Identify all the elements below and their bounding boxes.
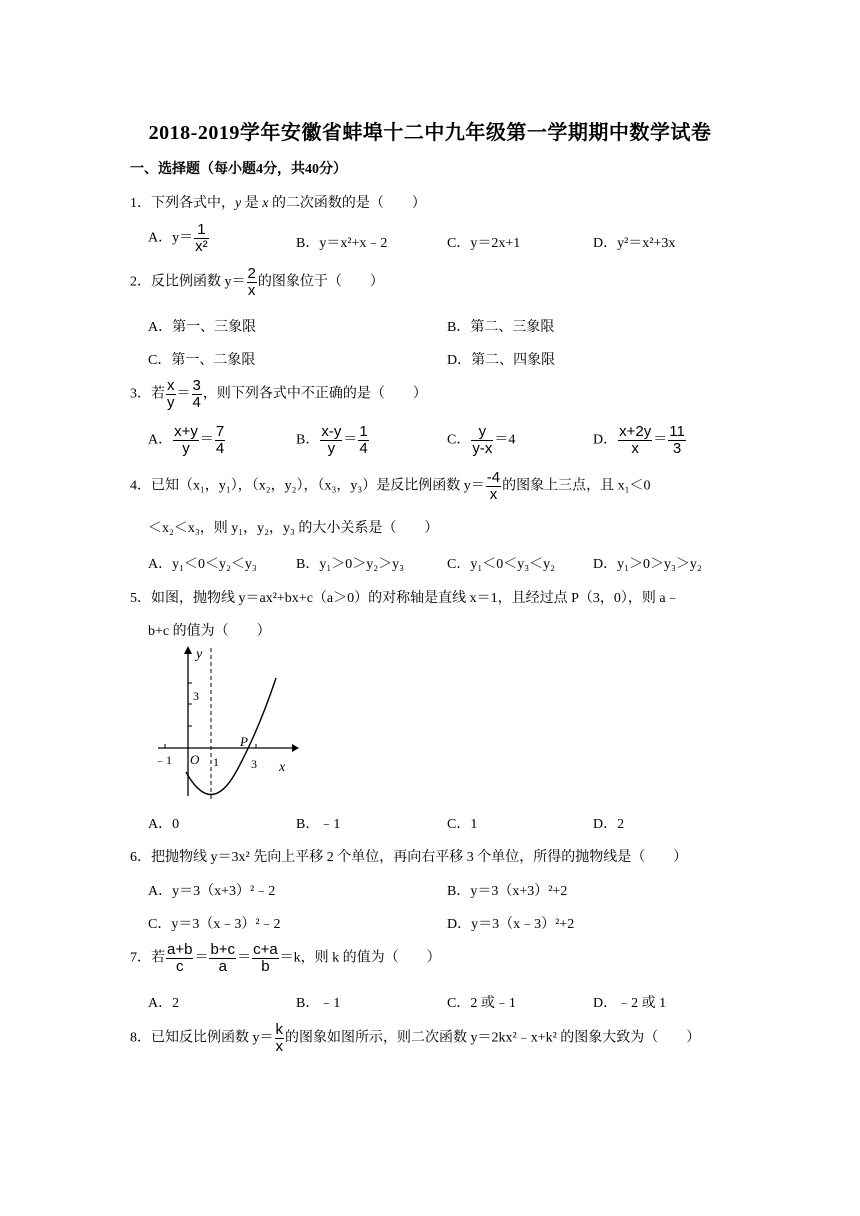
q4-option-b: B．y₁＞0＞y₂＞y₃ [296, 557, 404, 572]
equation-text: ＝4 [494, 432, 516, 448]
numerator: x+y [174, 423, 198, 440]
question-4-stem [130, 470, 651, 503]
q2-option-a: A．第一、三象限 [148, 320, 257, 335]
q1-var-x: x [262, 196, 269, 211]
denominator: 4 [359, 440, 368, 457]
denominator: c [175, 958, 184, 975]
point-p-label: P [240, 734, 248, 749]
denominator: 3 [672, 440, 682, 457]
denominator: x [489, 486, 498, 503]
q4-stem-text: 的图象上三点，且 x₁＜0 [502, 478, 651, 494]
parabola-graph [150, 642, 300, 804]
fraction [275, 1022, 285, 1055]
q1-stem-text: 1．下列各式中， [130, 196, 235, 211]
q1-option-a [148, 222, 210, 255]
origin-label: O [190, 752, 200, 767]
fraction [215, 424, 225, 457]
q3-option-d [593, 424, 687, 457]
fraction [252, 942, 279, 975]
denominator: x [631, 440, 639, 457]
numerator: 11 [669, 423, 685, 440]
denominator: x [275, 1038, 283, 1055]
question-2-stem [130, 266, 384, 299]
fraction [166, 942, 193, 975]
denominator: a [218, 958, 227, 975]
numerator: y [471, 424, 493, 441]
q5-option-b: B．﹣1 [296, 817, 341, 832]
q8-stem-text: 8．已知反比例函数 y＝ [130, 1030, 274, 1046]
numerator: 1 [359, 423, 368, 440]
q5-option-d: D．2 [593, 817, 625, 832]
denominator: x² [195, 238, 208, 255]
fraction [166, 378, 176, 411]
q2-option-b: B．第二、三象限 [447, 320, 555, 335]
denominator: y [182, 440, 190, 457]
numerator: 7 [215, 423, 225, 440]
numerator: k [275, 1021, 283, 1038]
q2-option-c: C．第一、二象限 [148, 353, 256, 368]
denominator: 4 [192, 394, 201, 411]
q4-option-a: A．y₁＜0＜y₂＜y₃ [148, 557, 257, 572]
option-label: A． [148, 432, 173, 448]
numerator: -4 [486, 469, 501, 486]
denominator: 4 [215, 440, 225, 457]
q6-option-a: A．y＝3（x+3）²﹣2 [148, 884, 276, 899]
y-axis-label: y [196, 647, 203, 662]
numerator: a+b [167, 941, 193, 958]
y-axis-arrow [184, 646, 192, 654]
numerator: 2 [247, 265, 256, 282]
fraction [194, 222, 209, 255]
parabola-curve [186, 678, 276, 795]
q7-option-d: D．﹣2 或 1 [593, 996, 667, 1011]
equals-sign: ＝ [199, 432, 214, 448]
x-axis-label: x [279, 760, 286, 775]
q5-option-c: C．1 [447, 817, 478, 832]
equals-sign: ＝ [194, 950, 209, 966]
numerator: x [167, 377, 175, 394]
numerator: 3 [192, 377, 201, 394]
q2-stem-text: 的图象位于（ ） [257, 274, 384, 290]
q7-option-b: B．﹣1 [296, 996, 341, 1011]
q7-option-c: C．2 或﹣1 [447, 996, 516, 1011]
q3-option-c [447, 424, 515, 457]
equals-sign: ＝ [176, 386, 191, 402]
equals-sign: ＝ [237, 950, 252, 966]
q1-stem-text: 的二次函数的是（ ） [268, 196, 426, 211]
q7-stem-text: ＝k，则 k 的值为（ ） [279, 950, 441, 966]
q3-stem-text: ，则下列各式中不正确的是（ ） [202, 386, 427, 402]
fraction [209, 942, 236, 975]
q6-option-c: C．y＝3（x﹣3）²﹣2 [148, 917, 281, 932]
fraction [173, 424, 199, 457]
fraction [358, 424, 368, 457]
q3-option-a [148, 424, 226, 457]
q7-stem-text: 7．若 [130, 950, 165, 966]
q2-option-d: D．第二、四象限 [447, 353, 556, 368]
q4-stem-text: 4．已知（x₁，y₁），（x₂，y₂），（x₃，y₃）是反比例函数 y＝ [130, 478, 485, 494]
numerator: x+2y [619, 423, 652, 440]
fraction [471, 424, 493, 457]
q8-stem-text: 的图象如图所示，则二次函数 y＝2kx²﹣x+k² 的图象大致为（ ） [285, 1030, 701, 1046]
q3-stem-text: 3．若 [130, 386, 165, 402]
q6-option-b: B．y＝3（x+3）²+2 [447, 884, 568, 899]
denominator: y-x [472, 440, 493, 457]
numerator: x-y [321, 423, 342, 440]
option-label: A． [148, 230, 173, 246]
q3-option-b [296, 424, 370, 457]
q4-option-d: D．y₁＞0＞y₃＞y₂ [593, 557, 702, 572]
numerator: 1 [194, 222, 209, 239]
denominator: x [247, 282, 256, 299]
fraction [192, 378, 202, 411]
tick-label-3-y: 3 [193, 689, 199, 703]
question-3-stem [130, 378, 427, 411]
fraction [668, 424, 686, 457]
q4-option-c: C．y₁＜0＜y₃＜y₂ [447, 557, 555, 572]
tick-label-1: 1 [213, 755, 219, 769]
option-label: B． [296, 432, 320, 448]
q2-stem-text: 2．反比例函数 y＝ [130, 274, 246, 290]
denominator: b [261, 958, 270, 975]
equals-sign: ＝ [343, 432, 358, 448]
tick-label-3-x: 3 [251, 757, 257, 771]
q1-option-d: D．y²＝x²+3x [593, 236, 676, 251]
q1-option-b: B．y＝x²+x﹣2 [296, 236, 388, 251]
q1-var-y: y [235, 196, 242, 211]
denominator: y [167, 394, 175, 411]
question-8-stem [130, 1022, 700, 1055]
denominator: y [327, 440, 336, 457]
q5-stem-line2: b+c 的值为（ ） [148, 624, 271, 639]
q4-stem-line2: ＜x₂＜x₃，则 y₁，y₂，y₃ 的大小关系是（ ） [148, 521, 439, 536]
option-label: D． [593, 432, 618, 448]
fraction [486, 470, 501, 503]
option-label: C． [447, 432, 471, 448]
fraction [247, 266, 257, 299]
q6-option-d: D．y＝3（x﹣3）²+2 [447, 917, 575, 932]
fraction [320, 424, 342, 457]
question-6-stem: 6．把抛物线 y＝3x² 先向上平移 2 个单位，再向右平移 3 个单位，所得的抛物线是（ ） [130, 850, 688, 865]
x-axis-arrow [292, 744, 299, 752]
q1-option-c: C．y＝2x+1 [447, 236, 521, 251]
section-heading: 一、选择题（每小题4分，共40分） [130, 162, 347, 177]
q5-option-a: A．0 [148, 817, 180, 832]
equation-text: y＝ [172, 230, 194, 246]
question-5-stem: 5．如图，抛物线 y＝ax²+bx+c（a＞0）的对称轴是直线 x＝1，且经过点 P（3，0），则 a﹣ [130, 591, 680, 606]
q1-stem-text: 是 [241, 196, 263, 211]
q7-option-a: A．2 [148, 996, 180, 1011]
page-title: 2018-2019学年安徽省蚌埠十二中九年级第一学期期中数学试卷 [148, 122, 712, 144]
numerator: b+c [210, 941, 236, 958]
numerator: c+a [253, 941, 278, 958]
question-7-stem [130, 942, 441, 975]
tick-label-neg1: ﹣1 [154, 753, 173, 767]
fraction [618, 424, 652, 457]
question-1-stem [130, 192, 426, 212]
equals-sign: ＝ [653, 432, 668, 448]
